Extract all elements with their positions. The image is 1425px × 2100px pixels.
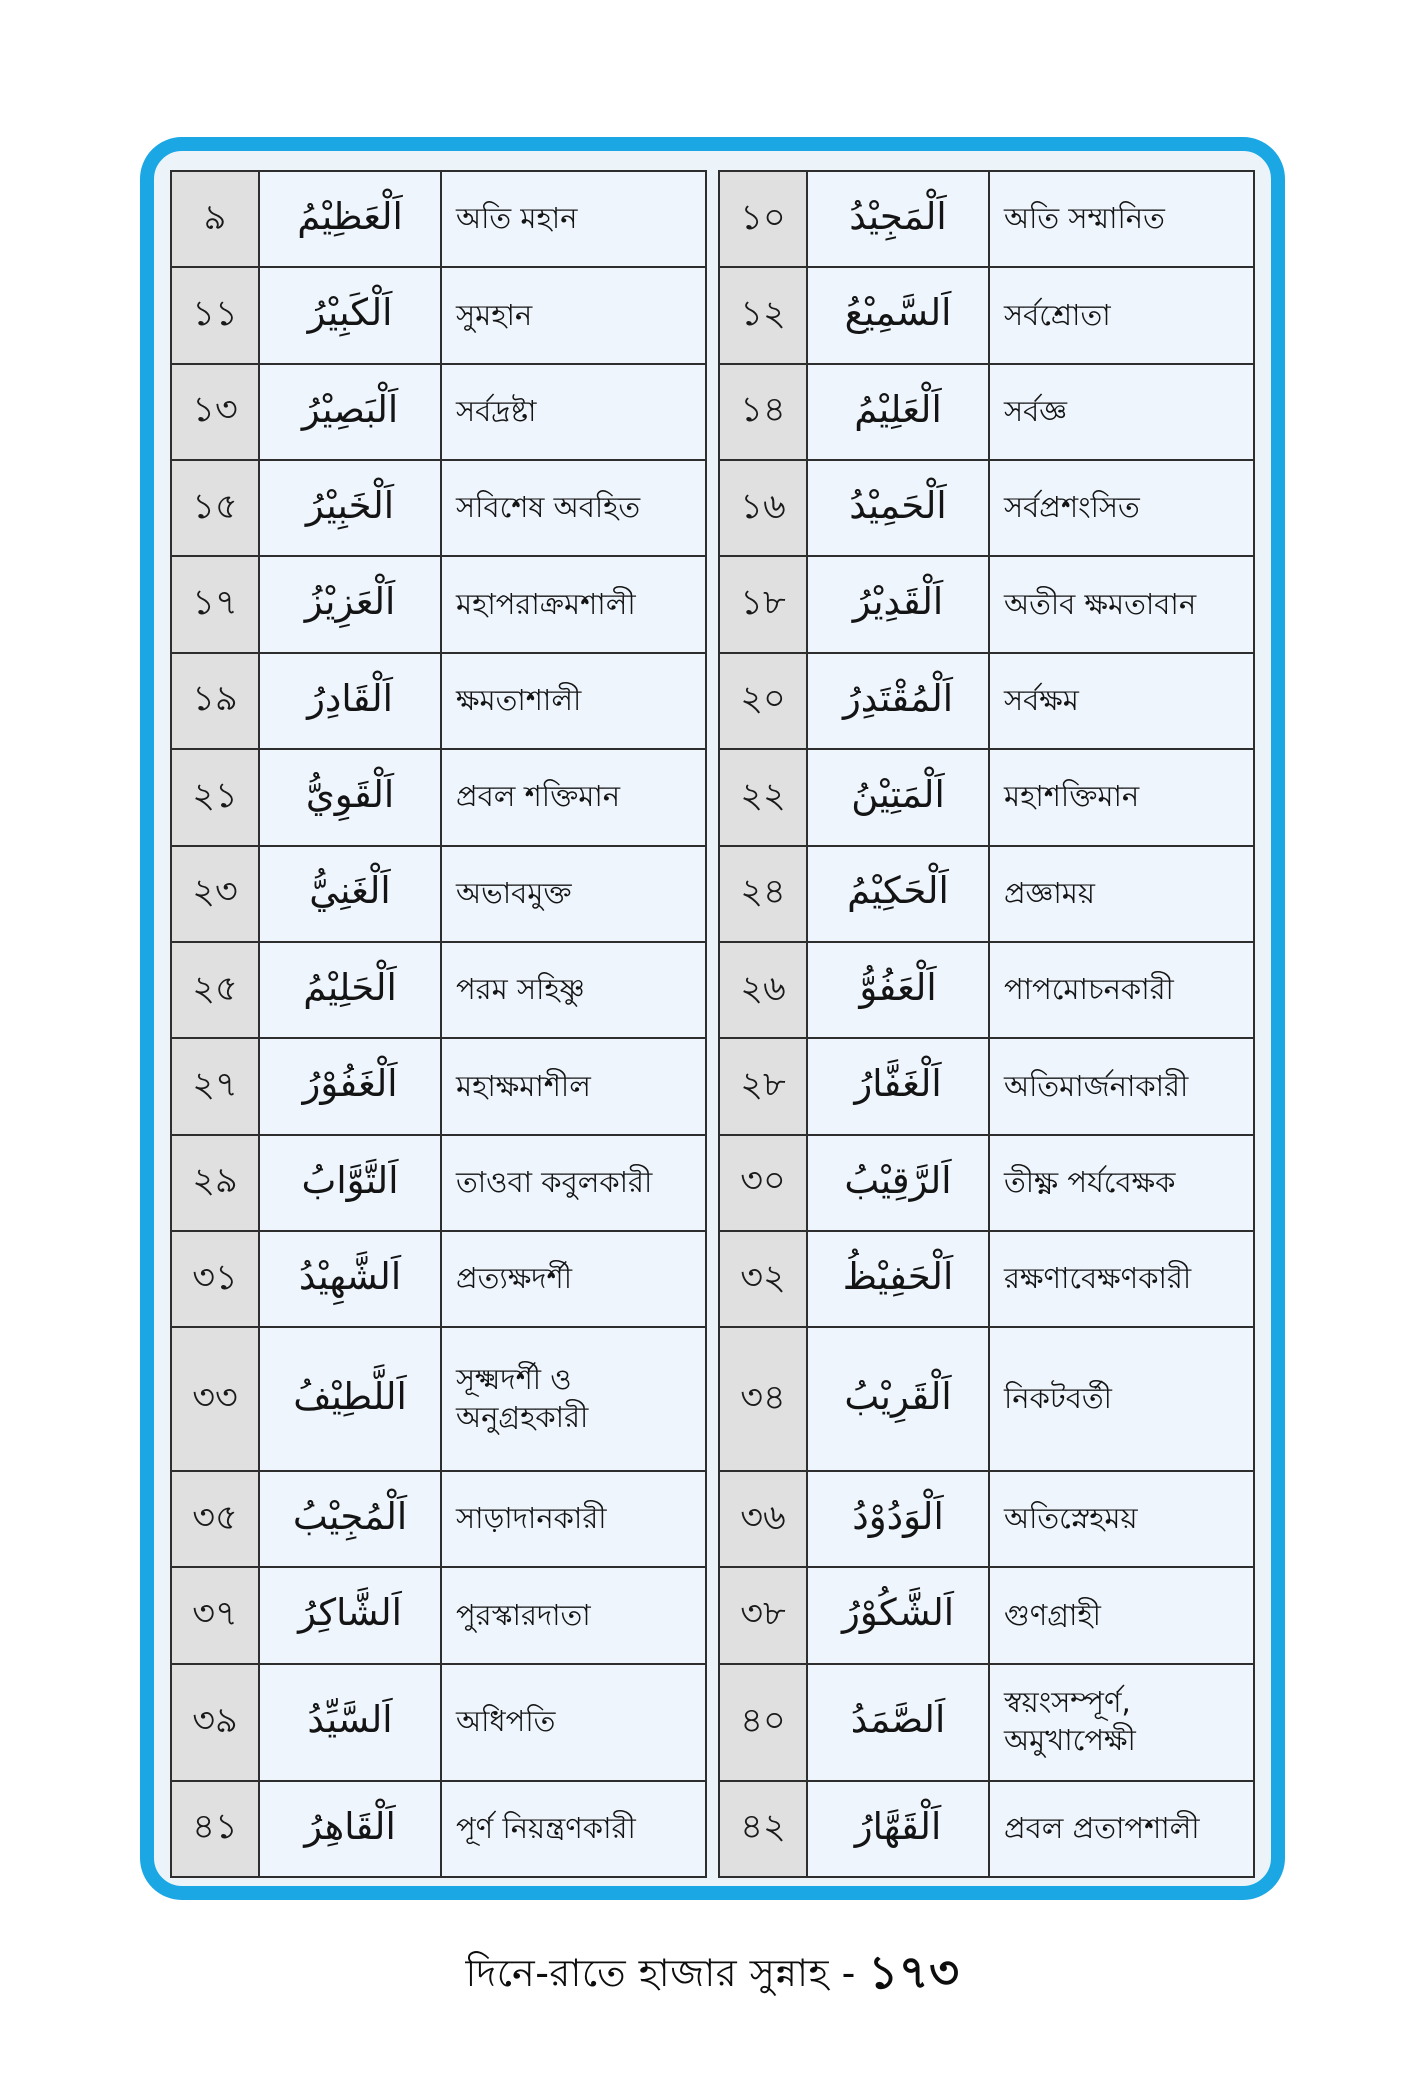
table-row [172,654,705,750]
arabic-name-cell: اَلْقَوِيُّ [260,750,442,844]
bengali-meaning-cell: সূক্ষ্মদর্শী ও অনুগ্রহকারী [442,1328,705,1470]
table-row [720,1328,1253,1472]
bengali-meaning-cell: অতিমার্জনাকারী [990,1039,1253,1133]
serial-number-cell: ১৮ [720,557,808,651]
arabic-name-cell: اَلرَّقِيْبُ [808,1136,990,1230]
serial-number-cell: ১৪ [720,365,808,459]
arabic-name-cell: اَلْمَتِيْنُ [808,750,990,844]
serial-number-cell: ৩৭ [172,1568,260,1662]
table-row [720,172,1253,268]
table-row [172,943,705,1039]
arabic-name-cell: اَلْقَاهِرُ [260,1782,442,1876]
table-row [720,847,1253,943]
table-row [172,750,705,846]
arabic-name-cell: اَلْحَلِيْمُ [260,943,442,1037]
table-row [720,1136,1253,1232]
bengali-meaning-cell: অতিস্নেহময় [990,1472,1253,1566]
serial-number-cell: ২২ [720,750,808,844]
serial-number-cell: ৩৬ [720,1472,808,1566]
bengali-meaning-cell: রক্ষণাবেক্ষণকারী [990,1232,1253,1326]
arabic-name-cell: اَلْوَدُوْدُ [808,1472,990,1566]
serial-number-cell: ৩৫ [172,1472,260,1566]
bengali-meaning-cell: ক্ষমতাশালী [442,654,705,748]
bengali-meaning-cell: সাড়াদানকারী [442,1472,705,1566]
bengali-meaning-cell: পূর্ণ নিয়ন্ত্রণকারী [442,1782,705,1876]
bengali-meaning-cell: সর্বক্ষম [990,654,1253,748]
bengali-meaning-cell: সুমহান [442,268,705,362]
bengali-meaning-cell: প্রত্যক্ষদর্শী [442,1232,705,1326]
arabic-name-cell: اَلْقَادِرُ [260,654,442,748]
table-row [172,1328,705,1472]
arabic-name-cell: اَلْعَفُوُّ [808,943,990,1037]
table-row [172,1232,705,1328]
bengali-meaning-cell: মহাক্ষমাশীল [442,1039,705,1133]
table-row [172,847,705,943]
arabic-name-cell: اَلْحَمِيْدُ [808,461,990,555]
serial-number-cell: ৩৯ [172,1665,260,1780]
arabic-name-cell: اَلْعَظِيْمُ [260,172,442,266]
serial-number-cell: ১৯ [172,654,260,748]
arabic-name-cell: اَلْقَرِيْبُ [808,1328,990,1470]
serial-number-cell: ২০ [720,654,808,748]
serial-number-cell: ২৬ [720,943,808,1037]
table-row [720,1665,1253,1782]
book-title: দিনে-রাতে হাজার সুন্নাহ [465,1951,829,1995]
arabic-name-cell: اَلْخَبِيْرُ [260,461,442,555]
serial-number-cell: ৩১ [172,1232,260,1326]
serial-number-cell: ৪০ [720,1665,808,1780]
table-row [172,557,705,653]
table-row [172,1472,705,1568]
bengali-meaning-cell: স্বয়ংসম্পূর্ণ, অমুখাপেক্ষী [990,1665,1253,1780]
serial-number-cell: ২৭ [172,1039,260,1133]
bengali-meaning-cell: পরম সহিষ্ণু [442,943,705,1037]
arabic-name-cell: اَلْبَصِيْرُ [260,365,442,459]
names-table-frame [140,137,1285,1900]
table-row [720,1568,1253,1664]
serial-number-cell: ৪২ [720,1782,808,1876]
serial-number-cell: ৩৪ [720,1328,808,1470]
table-row [720,750,1253,846]
arabic-name-cell: اَلْكَبِيْرُ [260,268,442,362]
serial-number-cell: ৩২ [720,1232,808,1326]
bengali-meaning-cell: সর্বশ্রোতা [990,268,1253,362]
bengali-meaning-cell: প্রবল শক্তিমান [442,750,705,844]
footer-dash: - [841,1951,856,1995]
arabic-name-cell: اَلشَّهِيْدُ [260,1232,442,1326]
arabic-name-cell: اَلصَّمَدُ [808,1665,990,1780]
arabic-name-cell: اَلشَّكُوْرُ [808,1568,990,1662]
bengali-meaning-cell: সবিশেষ অবহিত [442,461,705,555]
arabic-name-cell: اَلْحَكِيْمُ [808,847,990,941]
bengali-meaning-cell: সর্বদ্রষ্টা [442,365,705,459]
bengali-meaning-cell: প্রজ্ঞাময় [990,847,1253,941]
page-footer [0,1938,1425,2014]
bengali-meaning-cell: পাপমোচনকারী [990,943,1253,1037]
serial-number-cell: ১২ [720,268,808,362]
serial-number-cell: ১৫ [172,461,260,555]
arabic-name-cell: اَلْحَفِيْظُ [808,1232,990,1326]
bengali-meaning-cell: নিকটবর্তী [990,1328,1253,1470]
arabic-name-cell: اَلْغَفُوْرُ [260,1039,442,1133]
serial-number-cell: ২৩ [172,847,260,941]
table-row [720,1472,1253,1568]
serial-number-cell: ৩০ [720,1136,808,1230]
bengali-meaning-cell: সর্বজ্ঞ [990,365,1253,459]
bengali-meaning-cell: মহাপরাক্রমশালী [442,557,705,651]
serial-number-cell: ২৫ [172,943,260,1037]
table-row [172,1665,705,1782]
arabic-name-cell: اَلسَّيِّدُ [260,1665,442,1780]
table-row [172,1782,705,1876]
table-row [172,1136,705,1232]
bengali-meaning-cell: তাওবা কবুলকারী [442,1136,705,1230]
bengali-meaning-cell: অভাবমুক্ত [442,847,705,941]
table-row [172,268,705,364]
bengali-meaning-cell: পুরস্কারদাতা [442,1568,705,1662]
arabic-name-cell: اَلتَّوَّابُ [260,1136,442,1230]
names-table-left-block [170,170,707,1878]
bengali-meaning-cell: সর্বপ্রশংসিত [990,461,1253,555]
table-row [720,461,1253,557]
serial-number-cell: ৩৮ [720,1568,808,1662]
arabic-name-cell: اَلسَّمِيْعُ [808,268,990,362]
table-row [172,1568,705,1664]
arabic-name-cell: اَلْمُجِيْبُ [260,1472,442,1566]
table-row [720,1782,1253,1876]
arabic-name-cell: اَلْغَنِيُّ [260,847,442,941]
page-number: ১৭৩ [868,1945,960,1999]
table-row [720,557,1253,653]
table-row [720,365,1253,461]
serial-number-cell: ২৮ [720,1039,808,1133]
arabic-name-cell: اَلْعَلِيْمُ [808,365,990,459]
arabic-name-cell: اَلْقَدِيْرُ [808,557,990,651]
bengali-meaning-cell: মহাশক্তিমান [990,750,1253,844]
table-row [720,1232,1253,1328]
bengali-meaning-cell: অতীব ক্ষমতাবান [990,557,1253,651]
serial-number-cell: ১০ [720,172,808,266]
serial-number-cell: ৪১ [172,1782,260,1876]
table-row [172,1039,705,1135]
serial-number-cell: ২৪ [720,847,808,941]
serial-number-cell: ৯ [172,172,260,266]
serial-number-cell: ১৩ [172,365,260,459]
arabic-name-cell: اَلْمُقْتَدِرُ [808,654,990,748]
table-row [172,461,705,557]
table-row [720,654,1253,750]
table-row [720,943,1253,1039]
table-row [720,1039,1253,1135]
table-row [172,365,705,461]
bengali-meaning-cell: তীক্ষ্ণ পর্যবেক্ষক [990,1136,1253,1230]
names-table [170,170,1255,1878]
bengali-meaning-cell: অতি মহান [442,172,705,266]
bengali-meaning-cell: অতি সম্মানিত [990,172,1253,266]
bengali-meaning-cell: অধিপতি [442,1665,705,1780]
serial-number-cell: ১৭ [172,557,260,651]
arabic-name-cell: اَلشَّاكِرُ [260,1568,442,1662]
serial-number-cell: ২৯ [172,1136,260,1230]
table-row [172,172,705,268]
table-row [720,268,1253,364]
serial-number-cell: ২১ [172,750,260,844]
serial-number-cell: ১১ [172,268,260,362]
arabic-name-cell: اَلْعَزِيْزُ [260,557,442,651]
names-table-right-block [718,170,1255,1878]
arabic-name-cell: اَلْغَفَّارُ [808,1039,990,1133]
serial-number-cell: ১৬ [720,461,808,555]
arabic-name-cell: اَلْمَجِيْدُ [808,172,990,266]
bengali-meaning-cell: গুণগ্রাহী [990,1568,1253,1662]
arabic-name-cell: اَللَّطِيْفُ [260,1328,442,1470]
arabic-name-cell: اَلْقَهَّارُ [808,1782,990,1876]
serial-number-cell: ৩৩ [172,1328,260,1470]
bengali-meaning-cell: প্রবল প্রতাপশালী [990,1782,1253,1876]
